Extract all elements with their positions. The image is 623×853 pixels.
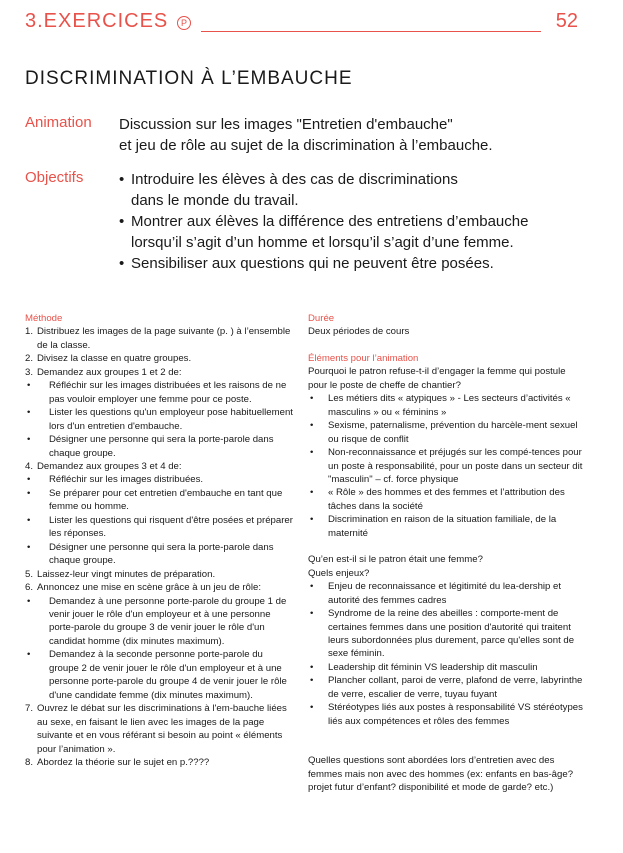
objectif-line: • Sensibiliser aux questions qui ne peuvent être posées. <box>131 255 494 272</box>
step-text: Ouvrez le débat sur les discriminations à l'em-bauche liées au sexe, en faisant le lien avec les images de la page suivante et en vous référant si besoin au point « éléments pour l’animation ». <box>37 703 287 755</box>
animation-line: Discussion sur les images "Entretien d'embauche" <box>119 116 453 133</box>
step-text: Laissez-leur vingt minutes de préparation. <box>37 568 216 580</box>
duree-text: Deux périodes de cours <box>308 326 410 338</box>
methode-heading: Méthode <box>25 313 63 324</box>
page-header <box>25 10 578 38</box>
methode-step <box>25 460 295 568</box>
objectifs-label: Objectifs <box>25 169 84 186</box>
element-bullet: • Stéréotypes liés aux postes à responsabilité VS stéréotypes liés aux compétences et rôles des femmes <box>308 701 586 728</box>
question-text: Qu’en est-il si le patron était une femme? <box>308 554 483 566</box>
methode-step <box>25 366 295 460</box>
step-bullets <box>25 473 295 567</box>
duree-heading: Durée <box>308 313 335 324</box>
methode-column <box>25 312 295 769</box>
objectif-line: • Montrer aux élèves la différence des entretiens d’embauche <box>131 213 529 230</box>
step-bullets <box>25 379 295 460</box>
animation-label: Animation <box>25 114 92 131</box>
step-text: Abordez la théorie sur le sujet en p.???? <box>37 756 210 768</box>
animation-line: et jeu de rôle au sujet de la discrimination à l’embauche. <box>119 137 493 154</box>
element-bullet: • Plancher collant, paroi de verre, plafond de verre, labyrinthe de verre, escalier de verre, tuyau fuyant <box>308 674 586 701</box>
objectifs-list <box>119 169 589 274</box>
page-number: 52 <box>555 10 578 32</box>
step-bullet: • Désigner une personne qui sera la porte-parole dans chaque groupe. <box>25 541 295 568</box>
step-bullets <box>25 595 295 703</box>
methode-step <box>25 702 295 756</box>
step-bullet: • Lister les questions qui risquent d'être posées et préparer les réponses. <box>25 514 295 541</box>
spacer <box>308 728 586 741</box>
spacer <box>308 540 586 553</box>
step-number: 7. <box>25 703 34 715</box>
question-text: Quelles questions sont abordées lors d’entretien avec des femmes mais non avec des hommes (ex: enfants en bas-âge? projet futur d’enfant? disponibilité et mode de garde? etc.) <box>308 755 574 794</box>
element-bullet: • Sexisme, paternalisme, prévention du harcèle-ment sexuel ou risque de conflit <box>308 419 586 446</box>
step-bullet: • Désigner une personne qui sera la porte-parole dans chaque groupe. <box>25 433 295 460</box>
element-bullet: • Discrimination en raison de la situation familiale, de la maternité <box>308 513 586 540</box>
element-bullet: • Les métiers dits « atypiques » - Les secteurs d’activités « masculins » ou « féminins » <box>308 392 586 419</box>
methode-step <box>25 325 295 352</box>
step-text: Annoncez une mise en scène grâce à un jeu de rôle: <box>37 582 262 594</box>
step-number: 5. <box>25 568 34 580</box>
objectif-line: lorsqu’il s’agit d’un homme et lorsqu’il s’agit d’une femme. <box>131 234 514 251</box>
elements-column <box>308 312 586 795</box>
element-bullet: • Leadership dit féminin VS leadership dit masculin <box>308 661 586 674</box>
step-text: Demandez aux groupes 3 et 4 de: <box>37 460 182 472</box>
objectif-line: • Introduire les élèves à des cas de discriminations <box>131 171 458 188</box>
methode-step <box>25 568 295 581</box>
objectif-item <box>119 253 589 274</box>
question-text: Pourquoi le patron refuse-t-il d’engager la femme qui postule pour le poste de cheffe de chantier? <box>308 366 566 391</box>
element-bullet: • Non-reconnaissance et préjugés sur les compé-tences pour un poste à responsabilité, pour un poste dans un secteur dit "masculin" – cf. force physique <box>308 446 586 486</box>
methode-step <box>25 581 295 702</box>
objectif-item <box>119 169 589 211</box>
element-bullet: • « Rôle » des hommes et des femmes et l’attribution des tâches dans la société <box>308 486 586 513</box>
objectif-line: dans le monde du travail. <box>131 192 299 209</box>
section-label: 3.EXERCICES <box>25 10 169 32</box>
step-number: 6. <box>25 582 34 594</box>
step-number: 2. <box>25 353 34 365</box>
step-bullet: • Se préparer pour cet entretien d'embauche en tant que femme ou homme. <box>25 487 295 514</box>
methode-step <box>25 756 295 769</box>
step-text: Demandez aux groupes 1 et 2 de: <box>37 366 182 378</box>
question-text: Quels enjeux? <box>308 567 370 579</box>
elements-bullets <box>308 580 586 728</box>
step-bullet: • Réfléchir sur les images distribuées et les raisons de ne pas vouloir employer une femme pour ce poste. <box>25 379 295 406</box>
step-bullet: • Demandez à la seconde personne porte-parole du groupe 2 de venir jouer le rôle d'un employeur et à une personne porte-parole du groupe 4 de venir jouer le rôle d'une candidate femme (dix minutes maximum). <box>25 648 295 702</box>
element-bullet: • Enjeu de reconnaissance et légitimité du lea-dership et autorité des femmes cadres <box>308 580 586 607</box>
spacer <box>308 339 586 352</box>
animation-text <box>119 114 589 156</box>
spacer <box>308 741 586 754</box>
step-number: 3. <box>25 366 34 378</box>
header-rule <box>201 31 541 32</box>
step-text: Divisez la classe en quatre groupes. <box>37 353 192 365</box>
objectif-item <box>119 211 589 253</box>
methode-steps <box>25 325 295 769</box>
elements-heading: Éléments pour l’animation <box>308 352 419 364</box>
step-number: 4. <box>25 460 34 472</box>
step-bullet: • Réfléchir sur les images distribuées. <box>25 473 295 486</box>
step-bullet: • Lister les questions qu'un employeur pose habituellement lors d'un entretien d'embauche. <box>25 406 295 433</box>
step-text: Distribuez les images de la page suivante (p. ) à l’ensemble de la classe. <box>37 326 291 351</box>
element-bullet: • Syndrome de la reine des abeilles : comporte-ment de certaines femmes dans une position d'autorité qui traitent leurs subordonnées plus durement, parce qu'elles sont de sexe féminin. <box>308 607 586 661</box>
elements-bullets <box>308 392 586 540</box>
step-number: 8. <box>25 756 34 768</box>
page-title: DISCRIMINATION À L’EMBAUCHE <box>25 68 353 89</box>
step-bullet: • Demandez à une personne porte-parole du groupe 1 de venir jouer le rôle d'un employeur et à une personne porte-parole du groupe 3 de venir jouer le rôle d'un candidat homme (dix minutes maximum). <box>25 595 295 649</box>
step-number: 1. <box>25 326 34 338</box>
methode-step <box>25 352 295 365</box>
p-badge-icon: P <box>177 16 191 30</box>
